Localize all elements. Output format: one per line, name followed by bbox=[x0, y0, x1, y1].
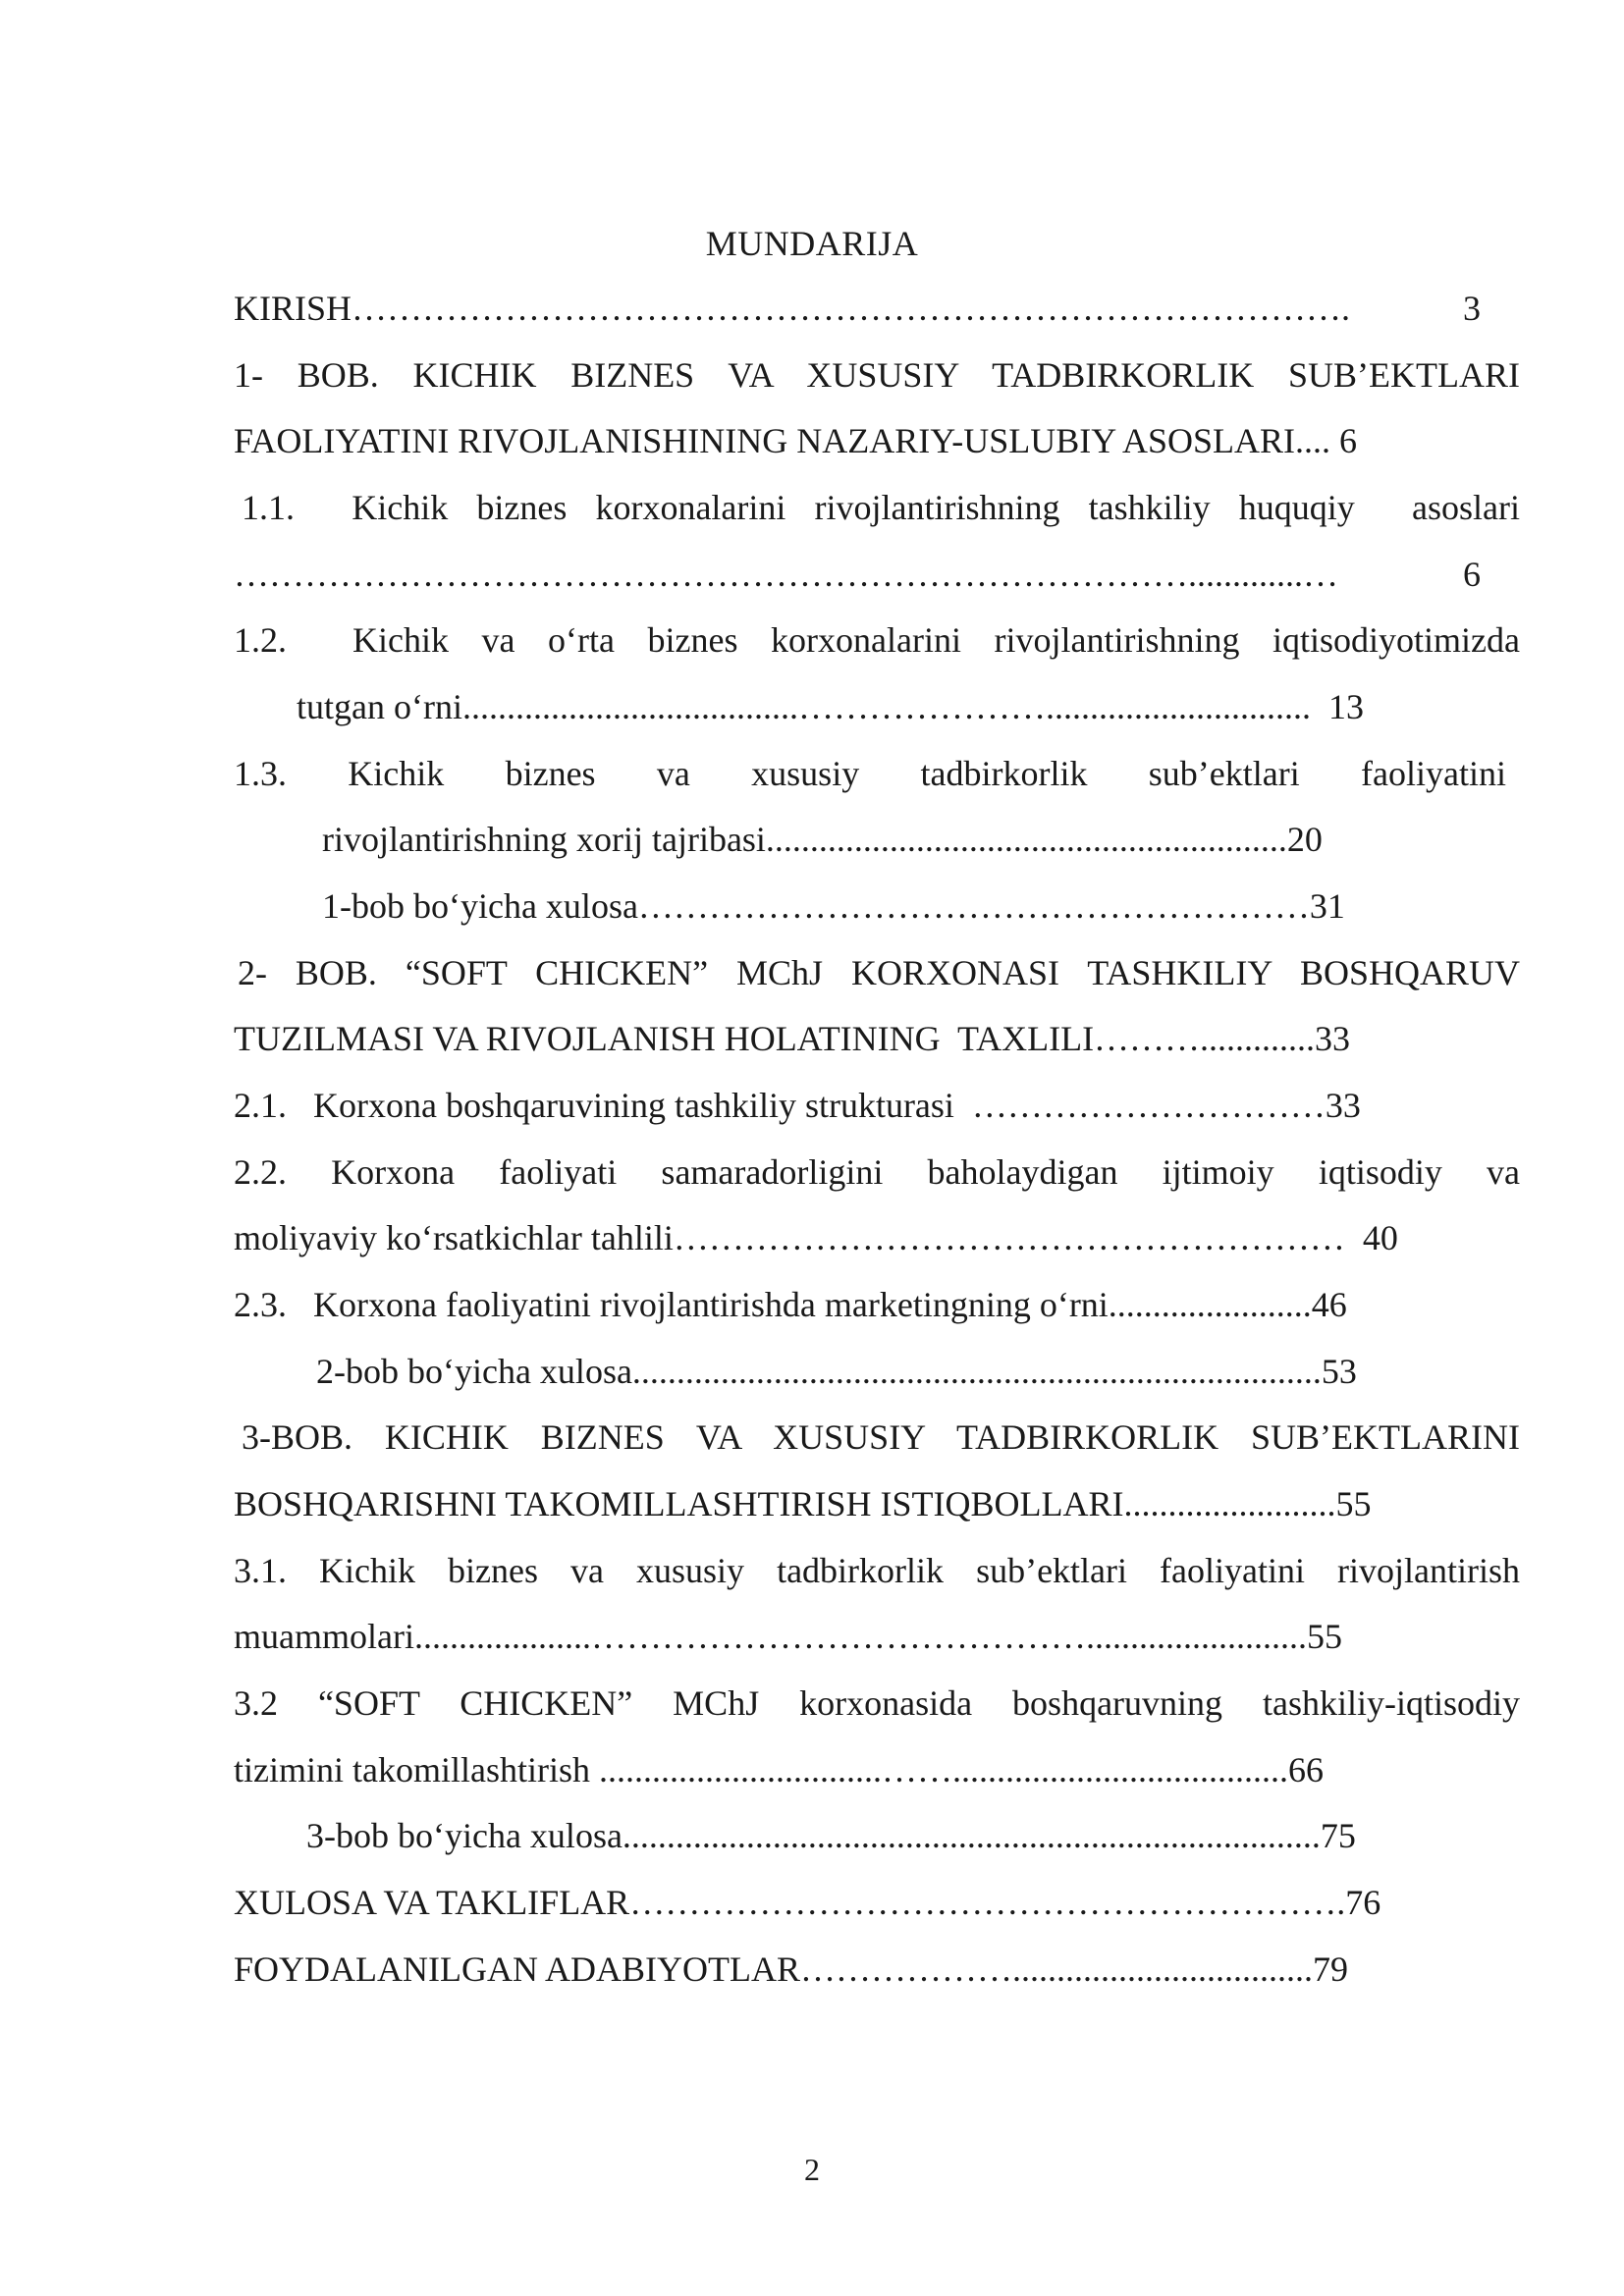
toc-entry-kirish: KIRISH…………………………………………………………………………. 3 bbox=[234, 289, 1481, 328]
toc-section-1-3-line-1: 1.3. Kichik biznes va xususiy tadbirkorlik sub’ektlari faoliyatini bbox=[234, 754, 1506, 793]
toc-section-2-2-line-2: moliyaviy ko‘rsatkichlar tahlili………………………………………………… 40 bbox=[234, 1218, 1398, 1257]
toc-chapter-2-line-1: 2- BOB. “SOFT CHICKEN” MChJ KORXONASI TASHKILIY BOSHQARUV bbox=[238, 953, 1520, 992]
toc-chapter-3-summary: 3-bob bo‘yicha xulosa...............................................................................75 bbox=[306, 1816, 1356, 1855]
toc-chapter-2-line-2: TUZILMASI VA RIVOJLANISH HOLATINING TAXLILI……….............33 bbox=[234, 1019, 1351, 1058]
toc-chapter-3-line-2: BOSHQARISHNI TAKOMILLASHTIRISH ISTIQBOLLARI........................55 bbox=[234, 1484, 1372, 1523]
toc-section-1-2-line-2: tutgan o‘rni......................................………………….............................. 13 bbox=[297, 687, 1364, 726]
toc-section-2-3: 2.3. Korxona faoliyatini rivojlantirishda marketingning o‘rni.......................46 bbox=[234, 1285, 1347, 1324]
toc-section-2-2-line-1: 2.2. Korxona faoliyati samaradorligini baholaydigan ijtimoiy iqtisodiy va bbox=[234, 1152, 1520, 1192]
toc-chapter-1-line-2: FAOLIYATINI RIVOJLANISHINING NAZARIY-USLUBIY ASOSLARI.... 6 bbox=[234, 421, 1357, 460]
toc-chapter-1-line-1: 1- BOB. KICHIK BIZNES VA XUSUSIY TADBIRKORLIK SUB’EKTLARI bbox=[234, 355, 1520, 395]
toc-section-1-1-line-2: ……………………………………………………………………….............… 6 bbox=[234, 555, 1481, 594]
toc-section-3-1-line-2: muammolari....................…………………………………….........................55 bbox=[234, 1617, 1342, 1656]
toc-section-1-1-line-1: 1.1. Kichik biznes korxonalarini rivojlantirishning tashkiliy huquqiy asoslari bbox=[242, 488, 1520, 527]
toc-section-2-1: 2.1. Korxona boshqaruvining tashkiliy strukturasi …………………………33 bbox=[234, 1086, 1361, 1125]
toc-chapter-2-summary: 2-bob bo‘yicha xulosa..............................................................................53 bbox=[316, 1352, 1357, 1391]
toc-section-1-2-line-1: 1.2. Kichik va o‘rta biznes korxonalarini rivojlantirishning iqtisodiyotimizda bbox=[234, 620, 1520, 660]
page-number: 2 bbox=[804, 2152, 820, 2187]
toc-chapter-3-line-1: 3-BOB. KICHIK BIZNES VA XUSUSIY TADBIRKORLIK SUB’EKTLARINI bbox=[242, 1417, 1520, 1457]
toc-section-3-1-line-1: 3.1. Kichik biznes va xususiy tadbirkorlik sub’ektlari faoliyatini rivojlantirish bbox=[234, 1551, 1520, 1590]
toc-section-1-3-line-2: rivojlantirishning xorij tajribasi...........................................................20 bbox=[322, 820, 1323, 859]
toc-chapter-1-summary: 1-bob bo‘yicha xulosa…………………………………………………31 bbox=[322, 886, 1345, 926]
toc-section-3-2-line-2: tizimini takomillashtirish ................................……......................................66 bbox=[234, 1750, 1324, 1789]
toc-entry-conclusions: XULOSA VA TAKLIFLAR…………………………………………………….76 bbox=[234, 1883, 1381, 1922]
toc-entry-references: FOYDALANILGAN ADABIYOTLAR………………..................................79 bbox=[234, 1949, 1348, 1989]
toc-heading: MUNDARIJA bbox=[705, 224, 919, 263]
toc-section-3-2-line-1: 3.2 “SOFT CHICKEN” MChJ korxonasida boshqaruvning tashkiliy-iqtisodiy bbox=[234, 1683, 1520, 1723]
